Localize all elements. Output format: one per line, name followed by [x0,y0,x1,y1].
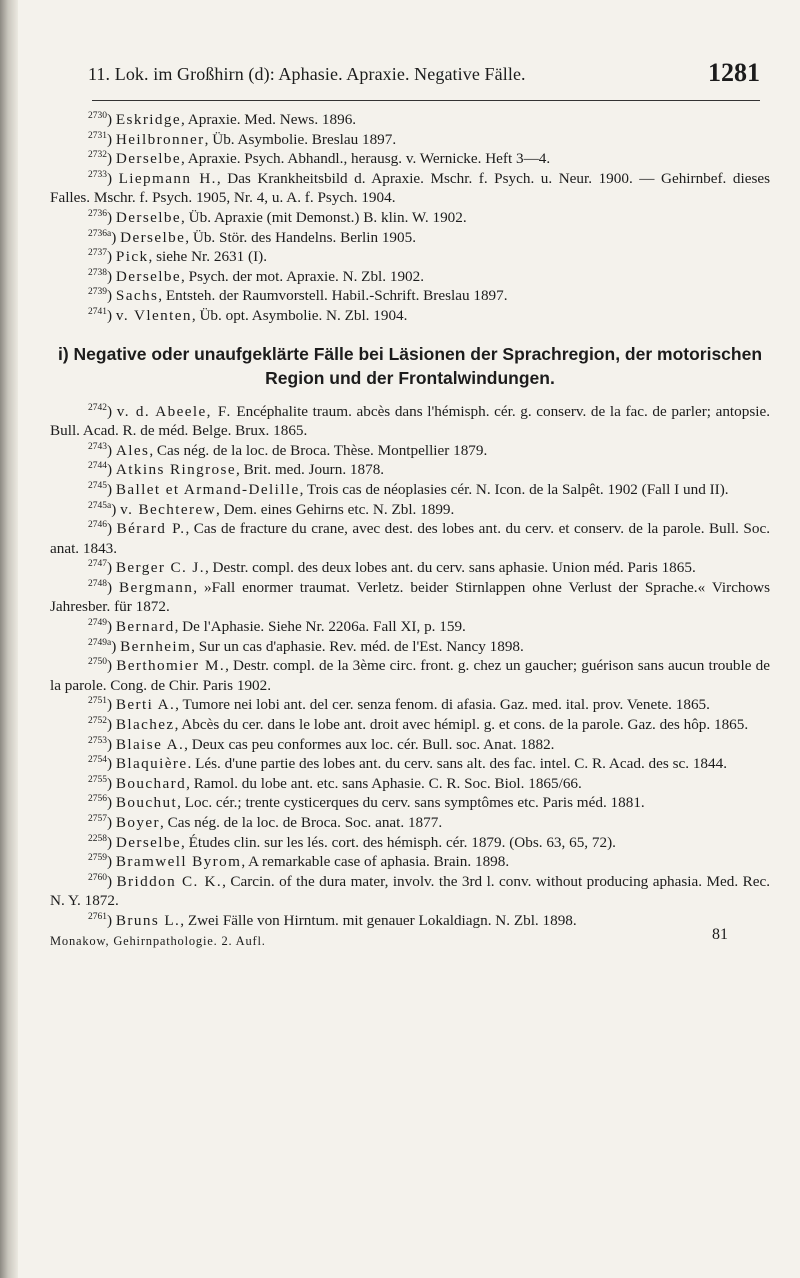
reference-author: Ales [115,441,150,459]
reference-text: , Entsteh. der Raumvorstell. Habil.-Schrift. Breslau 1897. [158,287,508,305]
header-rule [92,100,760,101]
reference-author: Derselbe [115,208,182,226]
reference-entry [50,519,770,558]
reference-text: , siehe Nr. 2631 (I). [148,248,267,266]
reference-text: , Cas nég. de la loc. de Broca. Soc. anat. 1877. [159,814,443,831]
reference-number: 2732 [88,150,107,161]
reference-entry [50,130,770,150]
reference-entry [50,110,770,130]
reference-text: , Cas nég. de la loc. de Broca. Thèse. Montpellier 1879. [149,441,488,459]
reference-paren: ) [107,578,113,596]
reference-paren: ) [107,774,113,792]
reference-paren: ) [107,306,113,324]
reference-paren: ) [107,461,113,479]
reference-paren: ) [107,402,113,420]
footer-book-title: Monakow, Gehirnpathologie. 2. Aufl. [50,933,266,948]
reference-number: 2749a [88,637,112,648]
section-heading: i) Negative oder unaufgeklärte Fälle bei Läsionen der Sprachregion, der motorischen Region und der Frontalwindungen. [57,343,763,388]
reference-author: Derselbe [115,267,182,285]
reference-text: , Üb. Apraxie (mit Demonst.) B. klin. W. 1902. [181,208,467,226]
reference-author: Blaise A. [115,735,185,753]
reference-text: , Études clin. sur les lés. cort. des hémisph. cér. 1879. (Obs. 63, 65, 72). [181,833,616,851]
reference-author: Ballet et Armand-Delille [115,480,300,498]
reference-paren: ) [107,441,113,459]
reference-number: 2749 [88,618,107,629]
reference-author: v. Bechterew [120,500,217,518]
reference-entry [50,656,770,695]
reference-paren: ) [107,559,113,577]
reference-entry [50,793,770,813]
reference-author: Berthomier M. [116,657,226,675]
reference-number: 2741 [88,306,107,317]
reference-number: 2756 [88,794,107,805]
reference-text: , Apraxie. Med. News. 1896. [181,111,357,128]
reference-text: , Destr. compl. de la 3ème circ. front. g. chez un gaucher; guérison sans aucun trouble de la parole. Cong. de Chir. Paris 1902. [50,657,770,694]
reference-author: Liepmann H. [118,169,217,187]
reference-entry [50,500,770,520]
reference-author: Heilbronner [115,130,205,148]
reference-text: , Destr. compl. des deux lobes ant. du cerv. sans aphasie. Union méd. Paris 1865. [204,559,696,577]
reference-number: 2739 [88,287,107,298]
reference-paren: ) [107,657,113,675]
reference-entry [50,169,770,208]
reference-entry [50,247,770,267]
reference-author: Derselbe [115,150,182,168]
reference-author: Pick [115,248,149,266]
reference-number: 2751 [88,696,107,707]
reference-text: , Loc. cér.; trente cysticerques du cerv. sans symptômes etc. Paris méd. 1881. [177,794,645,812]
reference-author: Bérard P. [116,520,186,538]
running-head-section: 11. Lok. im Großhirn (d): Aphasie. Apraxie. Negative Fälle. [88,64,526,84]
reference-entry [50,480,770,500]
reference-number: 2757 [88,814,107,824]
page-number: 1281 [708,58,760,87]
reference-paren: ) [107,150,113,168]
reference-text: , Üb. Asymbolie. Breslau 1897. [204,130,397,148]
reference-number: 2754 [88,755,107,766]
reference-author: v. Vlenten [115,306,192,324]
reference-paren: ) [107,169,113,187]
reference-paren: ) [107,208,113,226]
reference-paren: ) [107,130,113,148]
reference-entry [50,695,770,715]
reference-number: 2743 [88,441,107,452]
reference-paren: ) [107,520,113,538]
reference-text: , Abcès du cer. dans le lobe ant. droit avec hémipl. g. et cons. de la parole. Gaz. des hôp. 1865. [174,716,749,734]
reference-number: 2752 [88,716,107,727]
reference-number: 2736a [88,228,112,239]
reference-number: 2753 [88,735,107,746]
reference-text: , Cas de fracture du crane, avec dest. des lobes ant. du cerv. et conserv. de la parole. Bull. Soc. anat. 1843. [50,520,771,557]
reference-entry [50,306,770,326]
reference-entry [50,774,770,794]
reference-number: 2731 [88,130,107,141]
reference-number: 2745 [88,480,107,491]
reference-text: , Carcin. of the dura mater, involv. the 3rd l. conv. without producing aphasia. Med. Rec. N. Y. 1872. [50,872,770,910]
reference-text: , De l'Aphasie. Siehe Nr. 2206a. Fall XI, p. 159. [174,618,466,636]
reference-author: Blaquière [115,755,188,773]
page-footer [50,925,770,951]
reference-number: 2745a [88,500,112,511]
reference-number: 2746 [88,520,107,531]
reference-text: , Üb. opt. Asymbolie. N. Zbl. 1904. [191,306,408,324]
reference-entry [50,267,770,287]
running-head [60,58,760,102]
reference-text: , Sur un cas d'aphasie. Rev. méd. de l'Est. Nancy 1898. [191,637,524,655]
reference-author: v. d. Abeele, F. [116,402,232,420]
reference-author: Bramwell Byrom [115,853,242,871]
reference-text: , Brit. med. Journ. 1878. [236,461,385,479]
reference-paren: ) [111,500,117,518]
reference-list-top [50,110,770,326]
reference-number: 2760 [88,872,107,883]
reference-text: , Apraxie. Psych. Abhandl., herausg. v. Wernicke. Heft 3—4. [181,150,551,168]
reference-entry [50,402,770,441]
reference-text: , Psych. der mot. Apraxie. N. Zbl. 1902. [181,267,425,285]
reference-text: , Deux cas peu conformes aux loc. cér. Bull. soc. Anat. 1882. [184,735,555,753]
reference-author: Blachez [115,716,175,734]
reference-entry [50,460,770,480]
reference-paren: ) [107,480,113,498]
reference-paren: ) [107,814,113,831]
reference-text: Encéphalite traum. abcès dans l'hémisph. cér. g. conserv. de la fac. de parler; antopsie. Bull. Acad. R. de méd. Belge. Brux. 1865. [50,402,771,440]
reference-paren: ) [107,111,113,128]
reference-entry [50,149,770,169]
page-body [50,110,770,951]
reference-author: Sachs [115,287,159,305]
reference-entry [50,558,770,578]
reference-number: 2747 [88,559,107,570]
reference-number: 2742 [88,402,107,413]
reference-paren: ) [107,267,113,285]
reference-entry [50,286,770,306]
reference-author: Bernard [115,618,175,636]
reference-author: Bouchard [115,774,187,792]
reference-number: 2750 [88,657,107,668]
reference-list-bottom [50,402,770,931]
reference-entry [50,637,770,657]
reference-paren: ) [107,872,113,890]
reference-number: 2738 [88,267,107,278]
reference-entry [50,813,770,833]
reference-paren: ) [107,755,113,773]
reference-entry [50,715,770,735]
reference-paren: ) [107,794,113,812]
reference-entry [50,208,770,228]
signature-mark: 81 [712,925,728,943]
reference-paren: ) [107,911,113,929]
reference-number: 2759 [88,853,107,864]
reference-entry [50,735,770,755]
reference-number: 2737 [88,248,107,259]
reference-entry [50,754,770,774]
reference-number: 2258 [88,833,107,844]
reference-paren: ) [111,637,117,655]
reference-number: 2730 [88,111,107,121]
reference-paren: ) [107,287,113,305]
reference-entry [50,617,770,637]
reference-author: Eskridge [115,111,182,128]
reference-author: Bernheim [120,637,192,655]
reference-author: Bergmann [119,578,194,596]
reference-author: Berger C. J. [115,559,205,577]
reference-number: 2744 [88,461,107,472]
reference-number: 2748 [88,578,107,589]
reference-text: , »Fall enormer traumat. Verletz. beider Stirnlappen ohne Verlust der Sprache.« Virchows Jahresber. für 1872. [50,578,770,616]
reference-text: , Dem. eines Gehirns etc. N. Zbl. 1899. [216,500,455,518]
reference-text: , Zwei Fälle von Hirntum. mit genauer Lokaldiagn. N. Zbl. 1898. [180,911,577,929]
reference-author: Bouchut [115,794,178,812]
reference-number: 2733 [88,169,107,180]
reference-author: Derselbe [115,833,182,851]
reference-number: 2755 [88,774,107,785]
reference-entry [50,911,770,931]
reference-text: , Ramol. du lobe ant. etc. sans Aphasie. C. R. Soc. Biol. 1865/66. [186,774,582,792]
reference-author: Derselbe [120,228,186,246]
reference-text: , A remarkable case of aphasia. Brain. 1898. [241,853,510,871]
reference-entry [50,852,770,872]
reference-text: , Tumore nei lobi ant. del cer. senza fenom. di afasia. Gaz. med. ital. prov. Venete. 1865. [175,696,710,714]
reference-author: Berti A. [115,696,176,714]
reference-paren: ) [111,228,117,246]
reference-paren: ) [107,618,113,636]
reference-entry [50,578,770,617]
book-spine-shadow [0,0,18,1278]
reference-author: Atkins Ringrose [115,461,237,479]
reference-author: Boyer [115,814,160,831]
reference-author: Briddon C. K. [116,872,223,890]
reference-entry [50,441,770,461]
reference-paren: ) [107,716,113,734]
reference-paren: ) [107,853,113,871]
reference-paren: ) [107,248,113,266]
reference-number: 2761 [88,911,107,922]
reference-text: , Das Krankheitsbild d. Apraxie. Mschr. f. Psych. u. Neur. 1900. — Gehirnbef. dieses Falles. Mschr. f. Psych. 1905, Nr. 4, u. A. f. Psych. 1904. [50,169,771,207]
reference-paren: ) [107,833,113,851]
reference-author: Bruns L. [115,911,181,929]
reference-number: 2736 [88,208,107,219]
reference-text: , Üb. Stör. des Handelns. Berlin 1905. [185,228,417,246]
reference-entry [50,228,770,248]
reference-entry [50,872,770,911]
reference-paren: ) [107,735,113,753]
reference-paren: ) [107,696,113,714]
reference-text: , Trois cas de néoplasies cér. N. Icon. de la Salpêt. 1902 (Fall I und II). [299,480,729,498]
reference-entry [50,833,770,853]
reference-text: . Lés. d'une partie des lobes ant. du cerv. sans alt. des fac. intel. C. R. Acad. des sc. 1844. [187,755,728,773]
